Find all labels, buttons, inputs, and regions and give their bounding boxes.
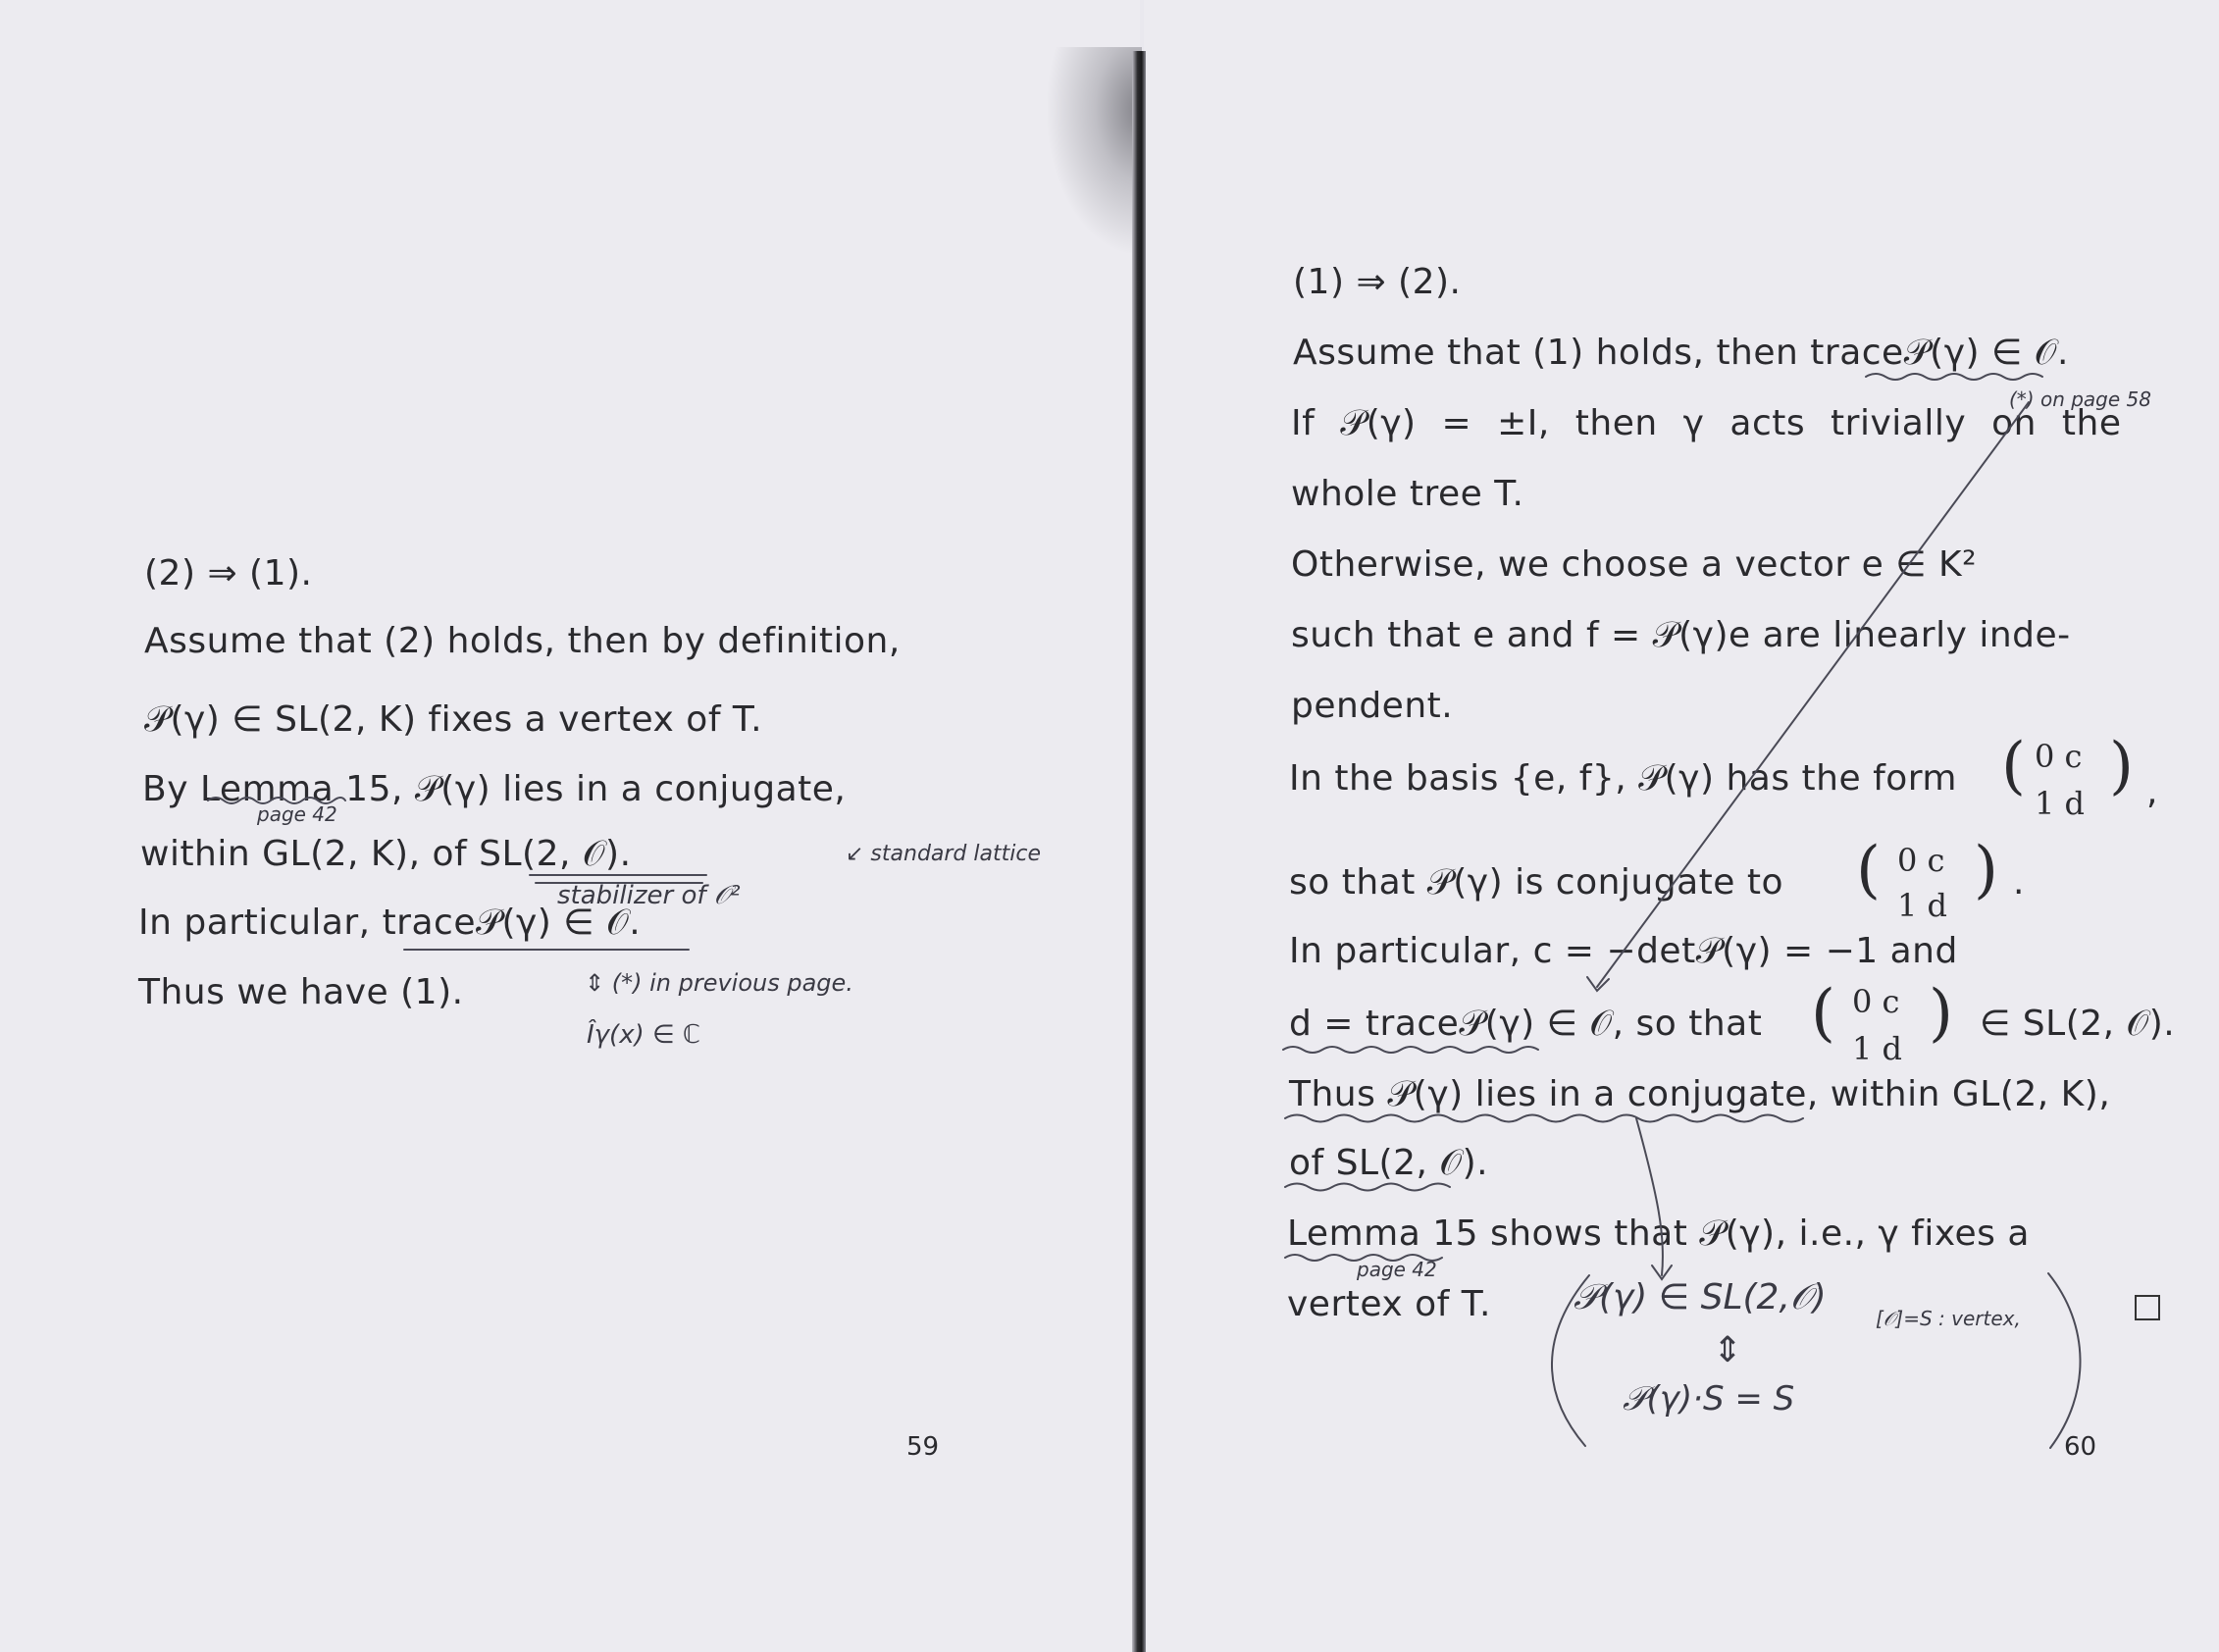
- right-heading: (1) ⇒ (2).: [1293, 262, 1462, 302]
- left-note-ihat: Îγ(x) ∈ ℂ: [587, 1020, 701, 1050]
- right-line-12: Thus 𝒫(γ) lies in a conjugate, within GL(2, K),: [1289, 1074, 2111, 1114]
- right-page-number: 60: [2064, 1432, 2097, 1462]
- left-line-3: By Lemma 15, 𝒫(γ) lies in a conjugate,: [142, 769, 847, 809]
- right-line-8: so that 𝒫(γ) is conjugate to: [1289, 862, 1783, 903]
- book-spine: [1132, 51, 1146, 1652]
- box-note-line1: 𝒫(γ) ∈ SL(2,𝒪): [1574, 1277, 1827, 1317]
- left-note-page42: page 42: [257, 802, 337, 826]
- left-note-standard-lattice: ↙ standard lattice: [846, 842, 1041, 866]
- left-line-1: Assume that (2) holds, then by definition,: [144, 621, 901, 661]
- matrix-1-left-paren: (: [2001, 730, 2026, 802]
- left-line-5: In particular, trace𝒫(γ) ∈ 𝒪.: [138, 903, 642, 943]
- matrix-2-period: .: [2013, 862, 2025, 903]
- matrix-3-row-2: 1 d: [1852, 1030, 1903, 1067]
- left-note-stabilizer: stabilizer of 𝒪²: [557, 881, 741, 910]
- matrix-1-right-paren: ): [2109, 730, 2134, 802]
- right-line-2: If 𝒫(γ) = ±I, then γ acts trivially on the: [1291, 403, 2122, 443]
- right-note-on-page58: (*) on page 58: [2009, 387, 2151, 411]
- right-line-6: pendent.: [1291, 686, 1454, 726]
- left-page-number: 59: [906, 1432, 940, 1462]
- matrix-3-row-1: 0 c: [1852, 983, 1900, 1020]
- matrix-1-comma: ,: [2146, 772, 2158, 812]
- right-line-7: In the basis {e, f}, 𝒫(γ) has the form: [1289, 758, 1958, 799]
- spine-shadow: [1048, 47, 1142, 253]
- matrix-2-right-paren: ): [1974, 834, 1998, 906]
- right-line-5: such that e and f = 𝒫(γ)e are linearly inde-: [1291, 615, 2071, 655]
- box-note-sub: [𝒪]=S : vertex,: [1876, 1307, 2021, 1330]
- matrix-2-row-1: 0 c: [1897, 842, 1945, 879]
- box-note-iff: ⇕: [1713, 1330, 1743, 1370]
- matrix-1-row-2: 1 d: [2035, 785, 2086, 822]
- right-line-11: ∈ SL(2, 𝒪).: [1980, 1004, 2176, 1044]
- left-heading: (2) ⇒ (1).: [144, 553, 313, 594]
- box-note-line2: 𝒫(γ)·S = S: [1623, 1379, 1795, 1419]
- right-line-15: vertex of T.: [1287, 1284, 1491, 1324]
- right-line-13: of SL(2, 𝒪).: [1289, 1143, 1489, 1183]
- matrix-1-row-1: 0 c: [2035, 738, 2083, 775]
- left-line-6: Thus we have (1).: [138, 972, 464, 1012]
- right-line-4: Otherwise, we choose a vector e ∈ K²: [1291, 544, 1978, 585]
- right-line-3: whole tree T.: [1291, 474, 1524, 514]
- matrix-2-left-paren: (: [1856, 834, 1881, 906]
- right-line-14: Lemma 15 shows that 𝒫(γ), i.e., γ fixes a: [1287, 1213, 2030, 1254]
- matrix-2-row-2: 1 d: [1897, 887, 1948, 924]
- left-line-2: 𝒫(γ) ∈ SL(2, K) fixes a vertex of T.: [144, 699, 763, 740]
- right-line-9: In particular, c = −det𝒫(γ) = −1 and: [1289, 931, 1958, 971]
- right-line-10: d = trace𝒫(γ) ∈ 𝒪, so that: [1289, 1004, 1763, 1044]
- matrix-3-right-paren: ): [1929, 977, 1953, 1050]
- right-line-1: Assume that (1) holds, then trace𝒫(γ) ∈ 𝒪.: [1293, 333, 2069, 373]
- matrix-3-left-paren: (: [1811, 977, 1835, 1050]
- left-line-4: within GL(2, K), of SL(2, 𝒪).: [140, 834, 632, 874]
- left-note-previous-page: ⇕ (*) in previous page.: [585, 969, 853, 997]
- qed-box: [2135, 1295, 2160, 1320]
- right-note-page42: page 42: [1357, 1258, 1437, 1281]
